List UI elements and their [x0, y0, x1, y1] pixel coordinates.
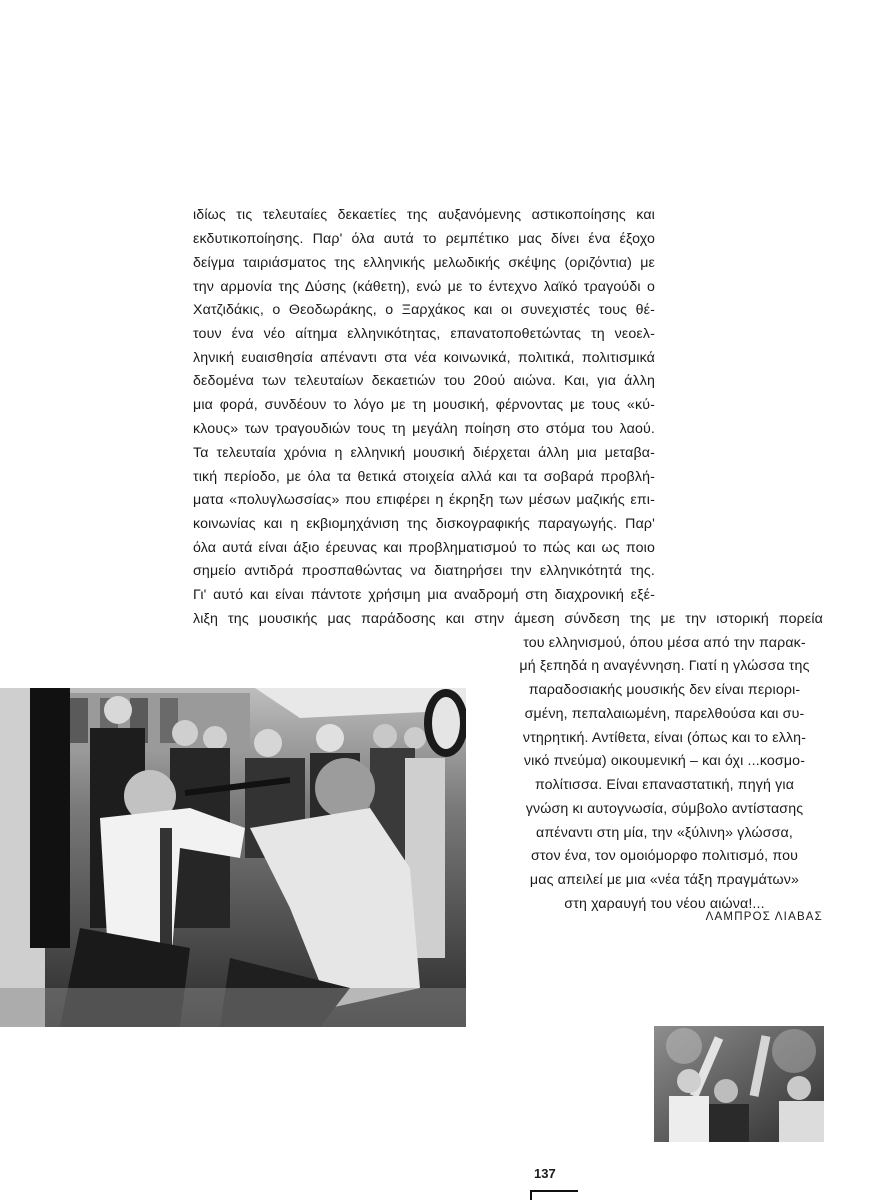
text-line: δείγμα ταιριάσματος της ελληνικής μελωδικής σκέψης (οριζόντια) με: [193, 255, 655, 271]
text-line: ντηρητική. Αντίθετα, είναι (όπως και το ελλη-: [522, 730, 807, 746]
text-line: Γι' αυτό και είναι πάντοτε χρήσιμη μια αναδρομή στη διαχρονική εξέ-: [193, 587, 655, 603]
text-line: μια φορά, συνδέουν το λόγο με τη μουσική, φέρνοντας με τους «κύ-: [193, 397, 655, 413]
text-line: ματα «πολυγλωσσίας» που επιφέρει η έκρηξη των μέσων μαζικής επι-: [193, 492, 655, 508]
text-line: πολίτισσα. Είναι επαναστατική, πηγή για: [534, 777, 795, 793]
text-line: ιδίως τις τελευταίες δεκαετίες της αυξανόμενης αστικοποίησης και: [193, 207, 655, 223]
text-line: στον ένα, τον ομοιόμορφο πολιτισμό, που: [530, 848, 799, 864]
text-line: τική περίοδο, με όλα τα θετικά στοιχεία αλλά και τα σοβαρά προβλή-: [193, 469, 655, 485]
text-line: μή ξεπηδά η αναγέννηση. Γιατί η γλώσσα της: [519, 658, 810, 674]
text-line: εκδυτικοποίησης. Παρ' όλα αυτά το ρεμπέτικο μας δίνει ένα έξοχο: [193, 231, 655, 247]
text-line: σμένη, πεπαλαιωμένη, παρελθούσα και συ-: [524, 706, 805, 722]
text-line: γνώση κι αυτογνωσία, σύμβολο αντίστασης: [525, 801, 804, 817]
text-line: κλους» των τραγουδιών τους τη μεγάλη ποίηση στο στόμα του λαού.: [193, 421, 655, 437]
text-line: του ελληνισμού, όπου μέσα από την παρακ-: [523, 635, 806, 651]
text-line: Χατζιδάκις, ο Θεοδωράκης, ο Ξαρχάκος και οι συνεχιστές τους θέ-: [193, 302, 655, 318]
text-line: λιξη της μουσικής μας παράδοσης και στην άμεση σύνδεση της με την ιστορική πορεία: [193, 611, 823, 627]
text-line: νικό πνεύμα) οικουμενική – και όχι ...κοσμο-: [523, 753, 806, 769]
dancing-musicians-photo: [0, 688, 466, 1027]
author-signature: ΛΑΜΠΡΟΣ ΛΙΑΒΑΣ: [705, 911, 823, 923]
text-line: παραδοσιακής μουσικής δεν είναι περιορι-: [528, 682, 801, 698]
page-number: 137: [534, 1166, 556, 1181]
text-line: την αρμονία της Δύσης (κάθετη), ενώ με το έντεχνο λαϊκό τραγούδι ο: [193, 279, 655, 295]
text-line: τουν ένα νέο αίτημα ελληνικότητας, επανατοποθετώντας τη νεοελ-: [193, 326, 655, 342]
text-line: απέναντι στη μία, την «ξύλινη» γλώσσα,: [535, 825, 793, 841]
text-line: μας απειλεί με μια «νέα τάξη πραγμάτων»: [529, 872, 800, 888]
page-number-rule: [530, 1190, 578, 1192]
text-line: όλα αυτά είναι άξιο έρευνας και προβληματισμού το πώς και ως ποιο: [193, 540, 655, 556]
text-line: Τα τελευταία χρόνια η ελληνική μουσική διέρχεται άλλη μια μεταβα-: [193, 445, 655, 461]
text-line: ληνική ευαισθησία απέναντι στα νέα κοινωνικά, πολιτικά, πολιτισμικά: [193, 350, 655, 366]
text-line: κοινωνίας και η εκβιομηχάνιση της δισκογραφικής παραγωγής. Παρ': [193, 516, 655, 532]
text-line: δεδομένα των τελευταίων δεκαετιών του 20ού αιώνα. Και, για άλλη: [193, 373, 655, 389]
text-line: στη χαραυγή του νέου αιώνα!...: [564, 896, 765, 912]
dancing-men-photo: [654, 1026, 824, 1142]
page-number-rule-vertical: [530, 1190, 532, 1200]
text-line: σημείο αντιδρά προσπαθώντας να διατηρήσει την ελληνικότητά της.: [193, 563, 655, 579]
